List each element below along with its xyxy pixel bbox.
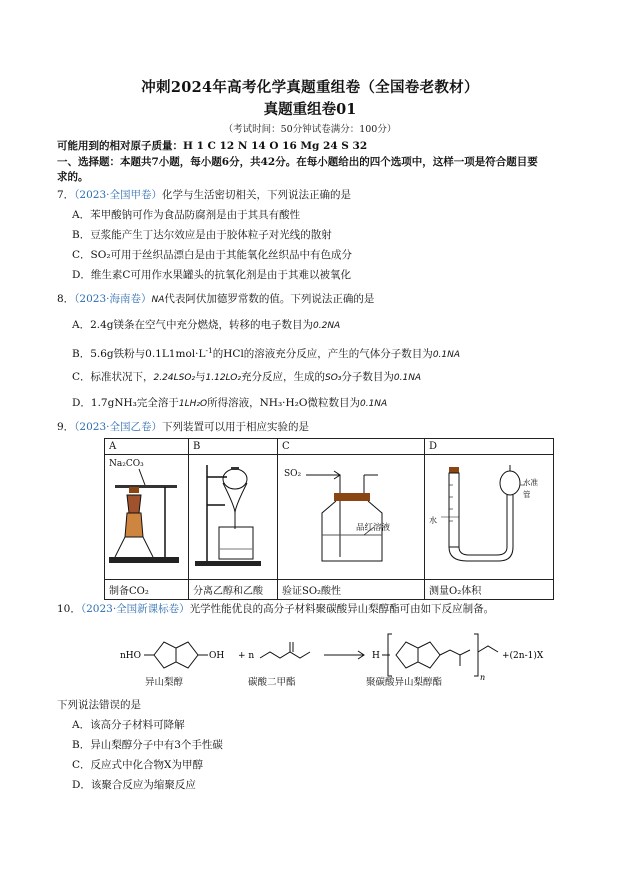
q8c-value: 0.1NA — [393, 373, 422, 383]
q9-source: （2023·全国乙卷） — [74, 421, 162, 433]
rx-n-sub: n — [480, 673, 486, 682]
caption-a: 制备CO₂ — [105, 580, 189, 600]
reaction-scheme — [120, 622, 560, 692]
q10-option-a: A．该高分子材料可降解 — [72, 719, 185, 731]
apparatus-c-image — [278, 455, 425, 580]
q7-source: （2023·全国甲卷） — [74, 189, 162, 201]
rx-plus: + n — [238, 651, 255, 661]
caption-b: 分离乙醇和乙酸 — [189, 580, 278, 600]
header-c: C — [278, 439, 425, 455]
leveling-label-1: 水准 — [523, 478, 538, 487]
q8d-mid: 所得溶液， — [207, 397, 260, 409]
q7-option-b: B．豆浆能产生丁达尔效应是由于胶体粒子对光线的散射 — [72, 229, 332, 241]
q8-stem: 代表阿伏加德罗常数的值。下列说法正确的是 — [164, 293, 375, 305]
header-d: D — [425, 439, 554, 455]
q8-option-d — [72, 396, 387, 411]
q9-number: 9． — [57, 421, 75, 433]
reaction-drawing — [120, 622, 560, 692]
rx-h: H — [372, 651, 380, 661]
q8c-v1: 2.24LSO₂ — [153, 373, 196, 383]
caption-c: 验证SO₂酸性 — [278, 580, 425, 600]
q10-prompt: 下列说法错误的是 — [57, 699, 141, 711]
rx-oh: OH — [209, 651, 225, 661]
section-heading: 一、选择题：本题共7小题，每小题6分，共42分。在每小题给出的四个选项中，这样一项是符合题目要 — [57, 156, 538, 168]
q8-na-symbol: NA — [151, 295, 165, 305]
q10-option-c: C．反应式中化合物X为甲醇 — [72, 759, 204, 771]
header-a: A — [105, 439, 189, 455]
question-9 — [57, 420, 309, 434]
q8d-post: 微粒数目为 — [307, 397, 360, 409]
apparatus-d-drawing — [429, 457, 549, 575]
section-heading-cont: 求的。 — [57, 171, 89, 183]
q8b-exp: -1 — [205, 346, 213, 355]
q8d-v2: NH₃·H₂O — [259, 397, 308, 409]
leveling-label-2: 管 — [523, 490, 531, 499]
q8d-value: 0.1NA — [359, 399, 388, 409]
q8c-post: 分子数目为 — [341, 371, 394, 383]
q8a-text: A．2.4g镁条在空气中充分燃烧，转移的电子数目为 — [72, 319, 314, 331]
q10-source: （2023·全国新课标卷） — [80, 603, 190, 615]
q8d-text: D．1.7gNH₃完全溶于 — [72, 397, 179, 409]
apparatus-d-image — [425, 455, 554, 580]
label-polymer: 聚碳酸异山梨醇酯 — [366, 677, 443, 688]
q7-option-d: D．维生素C可用作水果罐头的抗氧化剂是由于其难以被氧化 — [72, 269, 351, 281]
q10-option-b: B．异山梨醇分子中有3个手性碳 — [72, 739, 223, 751]
q10-option-d: D．该聚合反应为缩聚反应 — [72, 779, 196, 791]
q8-number: 8． — [57, 293, 75, 305]
q8-option-b — [72, 344, 460, 362]
q8b-value: 0.1NA — [432, 350, 461, 360]
so2-label: SO₂ — [284, 469, 302, 479]
q8-option-a — [72, 318, 340, 333]
q7-stem: 化学与生活密切相关，下列说法正确的是 — [162, 189, 351, 201]
q8c-v2: 1.12LO₂ — [205, 373, 241, 383]
q9-stem: 下列装置可以用于相应实验的是 — [162, 421, 309, 433]
apparatus-b-image — [189, 455, 278, 580]
label-dmc: 碳酸二甲酯 — [248, 677, 296, 688]
question-10 — [57, 602, 494, 616]
pinkred-solution-label: 品红溶液 — [356, 523, 391, 533]
apparatus-b-drawing — [193, 457, 273, 575]
q8b-mid: 的HCl的溶液充分反应，产生的气体分子数目为 — [212, 348, 433, 360]
water-label: 水 — [429, 516, 437, 525]
q10-number: 10． — [57, 603, 81, 615]
title-line-2: 真题重组卷01 — [263, 101, 357, 118]
atomic-masses: 可能用到的相对原子质量：H 1 C 12 N 14 O 16 Mg 24 S 32 — [57, 140, 368, 152]
q10-stem: 光学性能优良的高分子材料聚碳酸异山梨醇酯可由如下反应制备。 — [189, 603, 495, 615]
apparatus-a-drawing — [109, 457, 184, 575]
q8d-v1: 1LH₂O — [178, 399, 208, 409]
header-b: B — [189, 439, 278, 455]
question-8 — [57, 292, 374, 307]
label-isosorbide: 异山梨醇 — [145, 677, 184, 688]
q8c-text: C．标准状况下， — [72, 371, 154, 383]
q8c-and: 与 — [195, 371, 206, 383]
na2co3-label: Na₂CO₃ — [109, 459, 144, 469]
exam-info: （考试时间：50分钟试卷满分：100分） — [223, 124, 397, 135]
q8-option-c — [72, 370, 421, 385]
apparatus-a-image — [105, 455, 189, 580]
q7-option-c: C．SO₂可用于丝织品漂白是由于其能氧化丝织品中有色成分 — [72, 249, 353, 261]
q7-number: 7． — [57, 189, 75, 201]
caption-d: 测量O₂体积 — [425, 580, 554, 600]
q8c-mid: 充分反应，生成的 — [240, 371, 325, 383]
q7-option-a: A．苯甲酸钠可作为食品防腐剂是由于其具有酸性 — [72, 209, 301, 221]
question-7 — [57, 188, 351, 202]
rx-byproduct: +(2n-1)X — [502, 651, 544, 661]
q8-source: （2023·海南卷） — [74, 293, 152, 305]
apparatus-table — [104, 438, 554, 600]
q8c-so3: SO₃ — [324, 373, 342, 383]
title-line-1: 冲刺2024年高考化学真题重组卷（全国卷老教材） — [141, 79, 479, 96]
rx-n-ho: nHO — [120, 651, 142, 661]
apparatus-c-drawing — [282, 457, 420, 575]
q8b-text: B．5.6g铁粉与0.1L1mol·L — [72, 348, 206, 360]
q8a-value: 0.2NA — [313, 321, 341, 331]
